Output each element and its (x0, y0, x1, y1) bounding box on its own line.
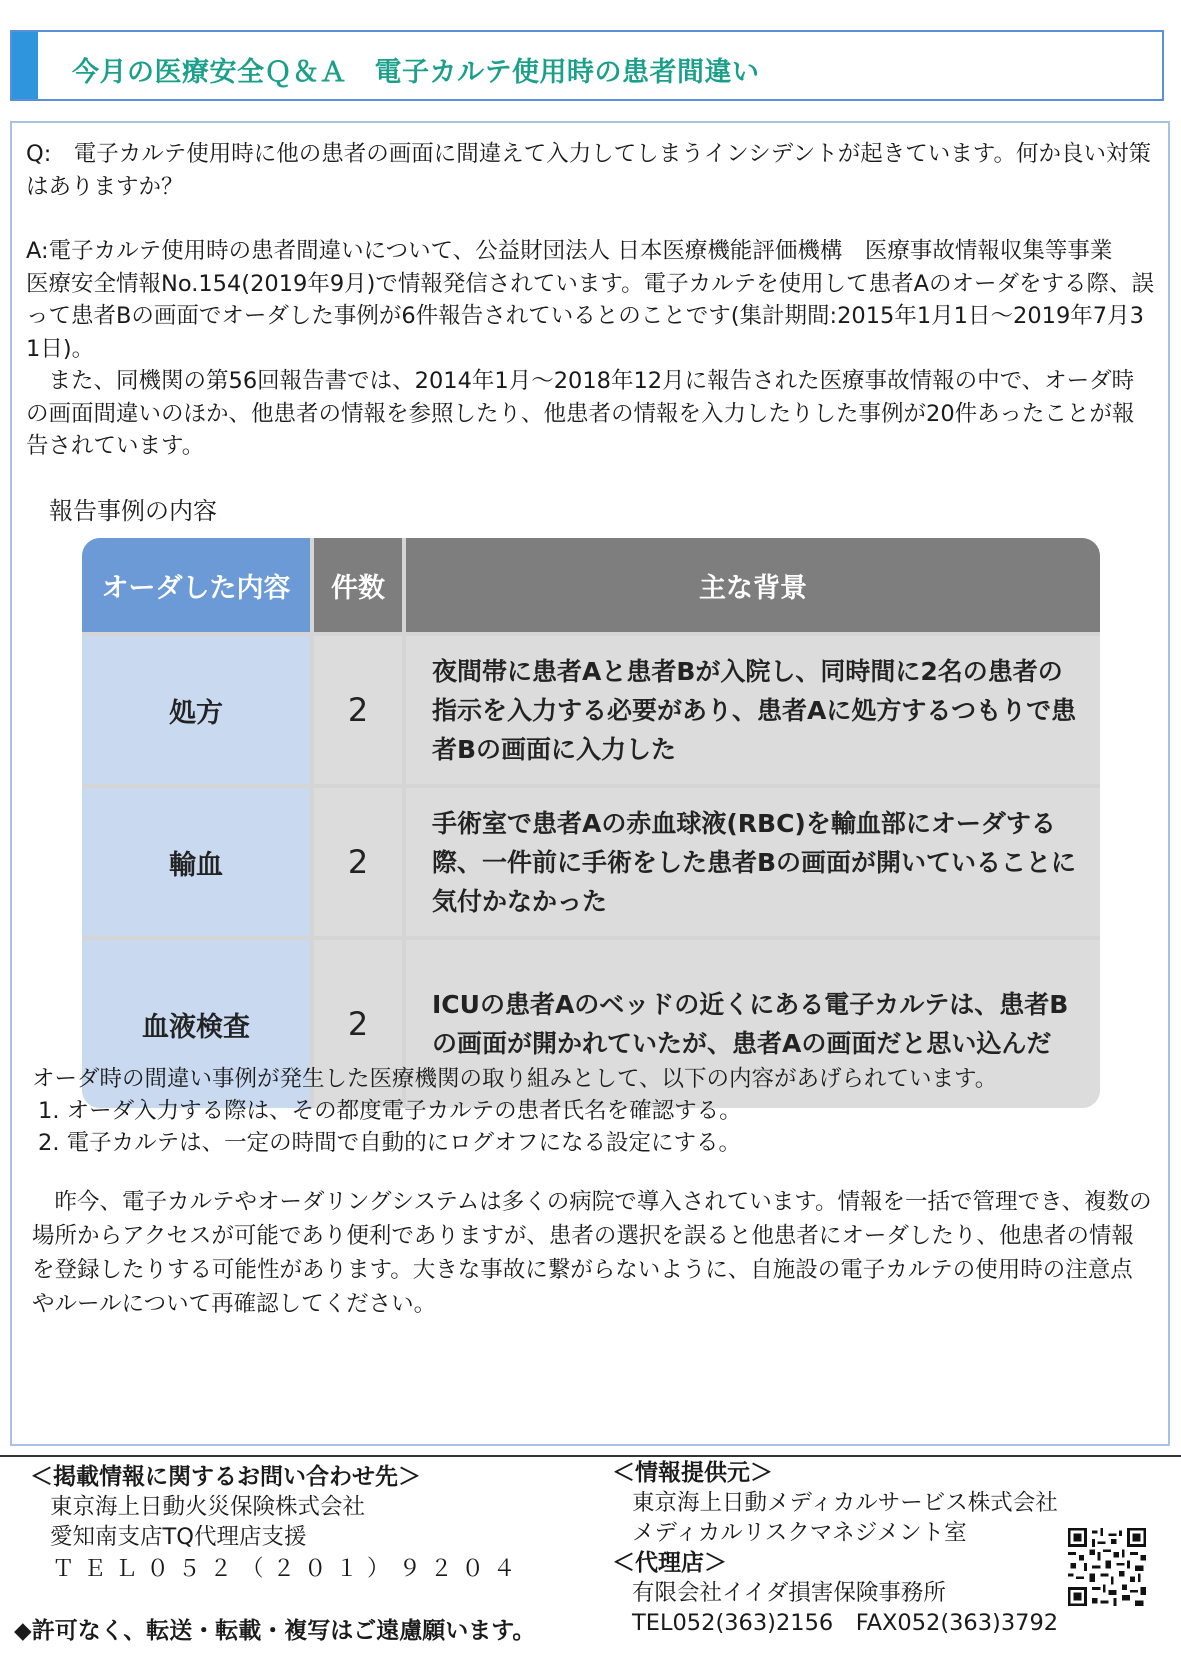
provider-heading: ＜情報提供元＞ (612, 1460, 773, 1486)
contact-company: 東京海上日動火災保険株式会社 (50, 1494, 366, 1520)
header-accent-bar (12, 32, 38, 99)
measure-item: 1. オーダ入力する際は、その都度電子カルテの患者氏名を確認する。 (38, 1098, 742, 1124)
answer-text (26, 235, 1156, 463)
agency-heading: ＜代理店＞ (612, 1550, 727, 1576)
provider-company: 東京海上日動メディカルサービス株式会社 (632, 1490, 1058, 1516)
agency-tel: TEL052(363)2156 FAX052(363)3792 (632, 1610, 1059, 1636)
main-content-box (10, 121, 1170, 1446)
page-title: 今月の医療安全Ｑ＆Ａ 電子カルテ使用時の患者間違い (72, 57, 760, 88)
measures-intro: オーダ時の間違い事例が発生した医療機関の取り組みとして、以下の内容があげられています。 (32, 1066, 998, 1092)
table-header-category: オーダした内容 (82, 538, 310, 632)
answer-paragraph-2: また、同機関の第56回報告書では、2014年1月～2018年12月に報告された医療事故情報の中で、オーダ時の画面間違いのほか、他患者の情報を参照したり、他患者の情報を入力したりした事例が20件あったことが報告されています。 (26, 368, 1135, 459)
table-cell-category: 処方 (82, 636, 310, 784)
report-table (82, 538, 1100, 1108)
measure-item: 2. 電子カルテは、一定の時間で自動的にログオフになる設定にする。 (38, 1130, 741, 1156)
table-header-count: 件数 (314, 538, 402, 632)
table-cell-category: 輸血 (82, 788, 310, 936)
header-box (10, 30, 1164, 101)
contact-branch: 愛知南支店TQ代理店支援 (50, 1524, 307, 1550)
table-header-background: 主な背景 (406, 538, 1100, 632)
table-cell-category: 血液検査 (82, 940, 310, 1108)
qr-code-icon[interactable] (1068, 1528, 1146, 1606)
agency-name: 有限会社イイダ損害保険事務所 (632, 1580, 946, 1606)
contact-heading: ＜掲載情報に関するお問い合わせ先＞ (30, 1464, 421, 1490)
closing-paragraph: 昨今、電子カルテやオーダリングシステムは多くの病院で導入されています。情報を一括で管理でき、複数の場所からアクセスが可能であり便利でありますが、患者の選択を誤ると他患者にオーダしたり、他患者の情報を登録したりする可能性があります。大きな事故に繋がらないように、自施設の電子カルテの使用時の注意点やルールについて再確認してください。 (32, 1189, 1152, 1317)
table-cell-background: 手術室で患者Aの赤血球液(RBC)を輸血部にオーダする際、一件前に手術をした患者Bの画面が開いていることに気付かなかった (406, 788, 1100, 936)
copy-notice: ◆許可なく、転送・転載・複写はご遠慮願います。 (14, 1618, 536, 1644)
table-cell-background: 夜間帯に患者Aと患者Bが入院し、同時間に2名の患者の指示を入力する必要があり、患者Aに処方するつもりで患者Bの画面に入力した (406, 636, 1100, 784)
section-title: 報告事例の内容 (49, 497, 217, 525)
provider-dept: メディカルリスクマネジメント室 (632, 1520, 967, 1546)
question-text: Q: 電子カルテ使用時に他の患者の画面に間違えて入力してしまうインシデントが起きています。何か良い対策はありますか？ (26, 141, 1151, 200)
table-cell-count: 2 (314, 788, 402, 936)
contact-tel: ＴＥＬ０５２（２０１）９２０４ (52, 1556, 525, 1582)
answer-paragraph-1: A:電子カルテ使用時の患者間違いについて、公益財団法人 日本医療機能評価機構 医療事故情報収集等事業 医療安全情報No.154(2019年9月)で情報発信されています。電子カルテを使用して患者Aのオーダをする際、誤って患者Bの画面でオーダした事例が6件報告されているとのことです(集計期間:2015年1月1日～2019年7月31日)。 (26, 238, 1155, 362)
table-cell-count: 2 (314, 636, 402, 784)
table-cell-background: ICUの患者Aのベッドの近くにある電子カルテは、患者Bの画面が開かれていたが、患者Aの画面だと思い込んだ (406, 940, 1100, 1108)
contact-block (30, 1462, 525, 1586)
provider-block (612, 1458, 1058, 1638)
measures-list (32, 1063, 1162, 1159)
footer-divider (0, 1455, 1181, 1457)
table-cell-count: 2 (314, 940, 402, 1108)
